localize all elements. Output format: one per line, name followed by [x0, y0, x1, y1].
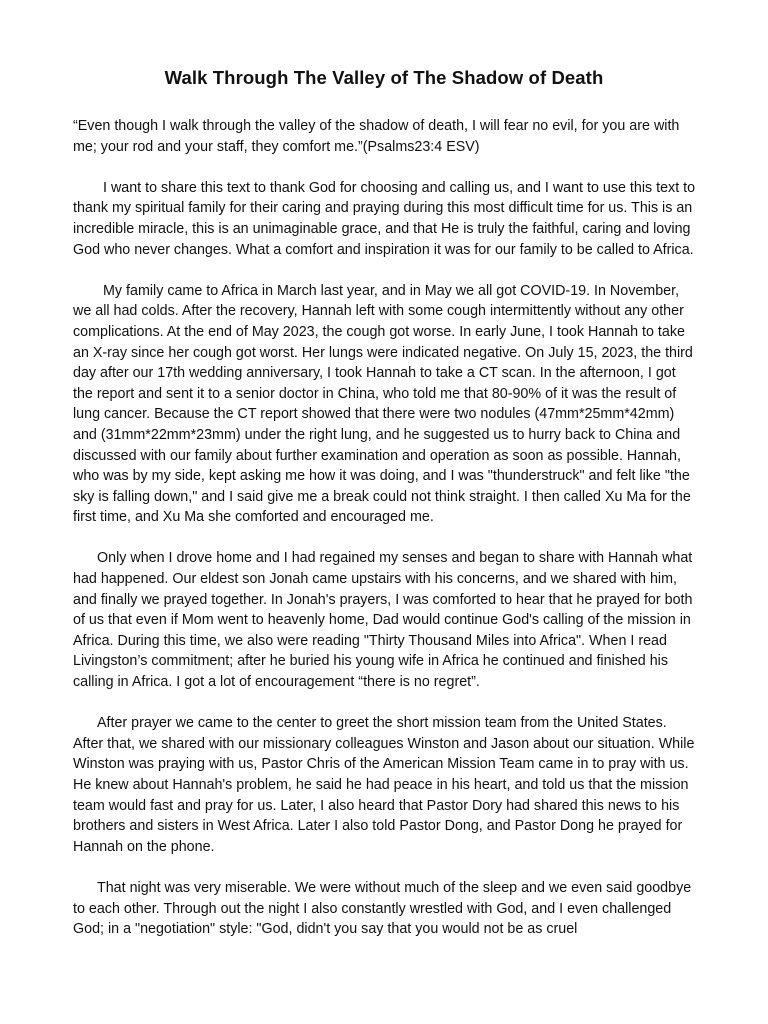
body-paragraph: Only when I drove home and I had regained my senses and began to share with Hannah what had happened. Our eldest son Jonah came upstairs with his concerns, and we shared with him, and finally we prayed together. In Jonah's prayers, I was comforted to hear that he prayed for both of us that even if Mom went to heavenly home, Dad would continue God's calling of the mission in Africa. During this time, we also were reading "Thirty Thousand Miles into Africa". When I read Livingston’s commitment; after he buried his young wife in Africa he continued and finished his calling in Africa. I got a lot of encouragement “there is no regret”.: [73, 550, 693, 691]
body-paragraph: I want to share this text to thank God for choosing and calling us, and I want to use this text to thank my spiritual family for their caring and praying during this most difficult time for us. This is an incredible miracle, this is an unimaginable grace, and that He is truly the faithful, caring and loving God who never changes. What a comfort and inspiration it was for our family to be called to Africa.: [73, 179, 696, 258]
document-body: [73, 116, 699, 960]
document-title: Walk Through The Valley of The Shadow of Death: [164, 67, 604, 88]
body-paragraph: That night was very miserable. We were without much of the sleep and we even said goodbye to each other. Through out the night I also constantly wrestled with God, and I even challenged God; in a "negotiation" style: "God, didn't you say that you would not be as cruel: [73, 879, 692, 938]
body-paragraph: After prayer we came to the center to greet the short mission team from the United States. After that, we shared with our missionary colleagues Winston and Jason about our situation. While Winston was praying with us, Pastor Chris of the American Mission Team came in to pray with us. He knew about Hannah's problem, he said he had peace in his heart, and told us that the mission team would fast and pray for us. Later, I also heard that Pastor Dory had shared this news to his brothers and sisters in West Africa. Later I also told Pastor Dong, and Pastor Dong he prayed for Hannah on the phone.: [73, 715, 695, 855]
scripture-quote-paragraph: “Even though I walk through the valley of the shadow of death, I will fear no evil, for you are with me; your rod and your staff, they comfort me.”(Psalms23:4 ESV): [73, 118, 680, 155]
body-paragraph: My family came to Africa in March last year, and in May we all got COVID-19. In November, we all had colds. After the recovery, Hannah left with some cough intermittently without any other complications. At the end of May 2023, the cough got worse. In early June, I took Hannah to take an X-ray since her cough got worst. Her lungs were indicated negative. On July 15, 2023, the third day after our 17th wedding anniversary, I took Hannah to take a CT scan. In the afternoon, I got the report and sent it to a senior doctor in China, who told me that 80-90% of it was the result of lung cancer. Because the CT report showed that there were two nodules (47mm*25mm*42mm) and (31mm*22mm*23mm) under the right lung, and he suggested us to hurry back to China and discussed with our family about further examination and operation as soon as possible. Hannah, who was by my side, kept asking me how it was doing, and I was "thunderstruck" and felt like "the sky is falling down," and I said give me a break could not think straight. I then called Xu Ma for the first time, and Xu Ma she comforted and encouraged me.: [73, 282, 693, 526]
